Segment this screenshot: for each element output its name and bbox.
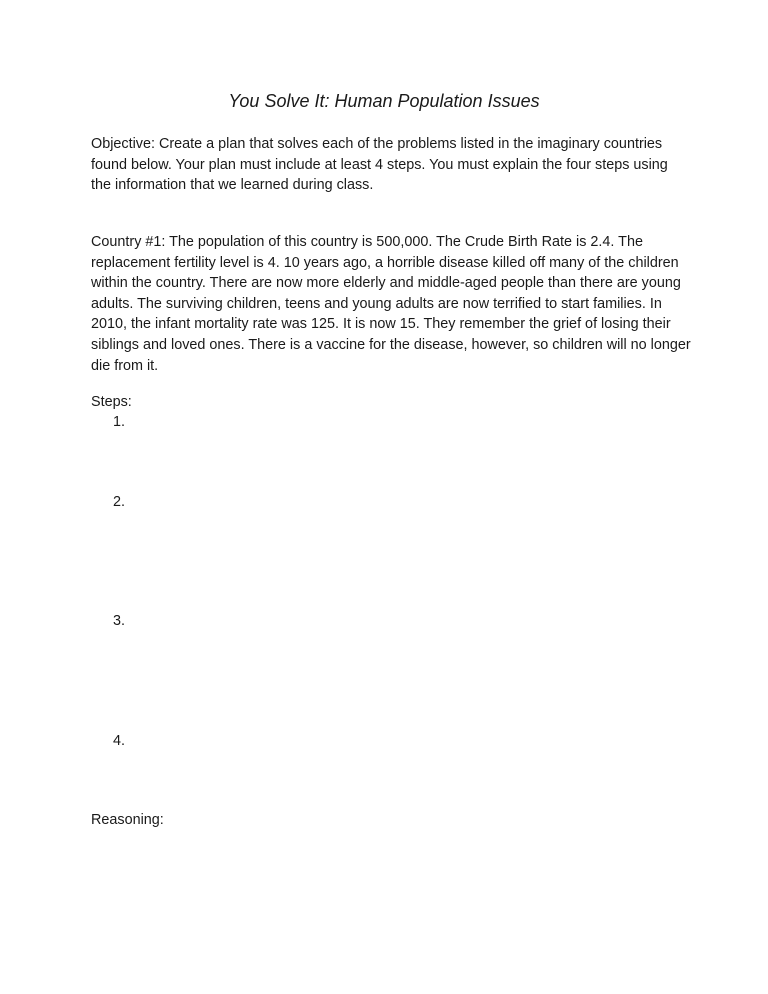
step-number-2: 2. [113,494,126,510]
step-number-3: 3. [113,613,126,629]
step-number-1: 1. [113,414,126,430]
country-1-paragraph: Country #1: The population of this country is 500,000. The Crude Birth Rate is 2.4. The replacement fertility level is 4. 10 years ago, a horrible disease killed off many of the children within the country. There are now more elderly and middle-aged people than there are young adults. The surviving children, teens and young adults are now terrified to start families. In 2010, the infant mortality rate was 125. It is now 15. They remember the grief of losing their siblings and loved ones. There is a vaccine for the disease, however, so children will no longer die from it. [91,234,691,374]
steps-label: Steps: [91,394,132,410]
objective-paragraph: Objective: Create a plan that solves each of the problems listed in the imaginary countries found below. Your plan must include at least 4 steps. You must explain the four steps using the information that we learned during class. [91,136,668,194]
reasoning-label: Reasoning: [91,812,164,828]
document-title: You Solve It: Human Population Issues [228,91,540,111]
step-number-4: 4. [113,733,126,749]
